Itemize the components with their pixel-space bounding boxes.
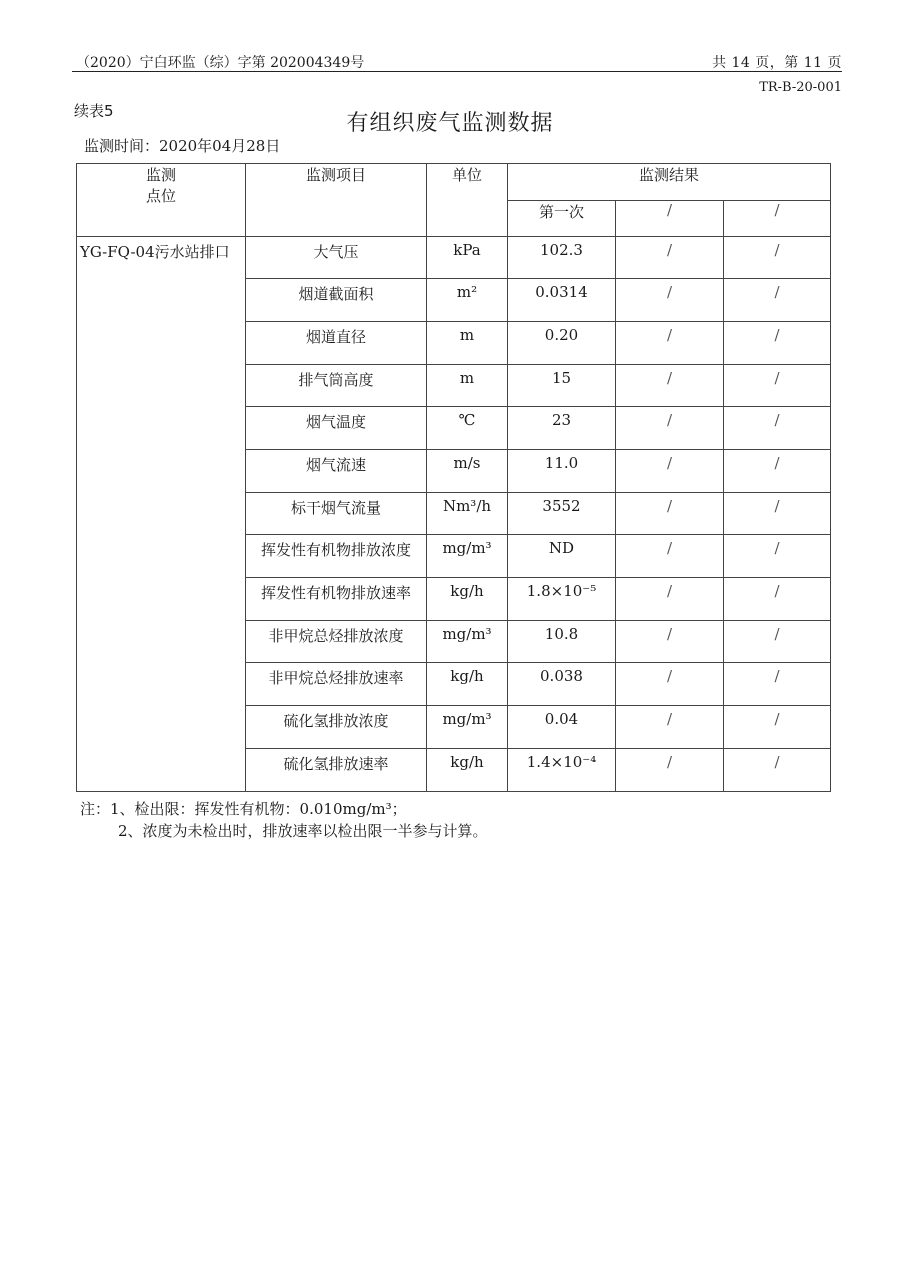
result-2-cell: /	[616, 663, 724, 706]
result-2-cell: /	[616, 365, 724, 407]
result-1-cell: ND	[508, 535, 616, 578]
unit-cell: m	[427, 322, 508, 365]
header-item: 监测项目	[246, 164, 427, 237]
result-3-cell: /	[724, 578, 831, 621]
page-info: 共 14 页，第 11 页	[712, 55, 842, 71]
note-1: 注：1、检出限：挥发性有机物：0.010mg/m³；	[80, 800, 407, 818]
result-1-cell: 11.0	[508, 450, 616, 493]
item-cell: 硫化氢排放浓度	[246, 706, 427, 749]
table-label: 续表5	[74, 102, 114, 120]
header-point-line1: 监测	[145, 166, 176, 184]
result-1-cell: 0.038	[508, 663, 616, 706]
item-cell: 烟气温度	[246, 407, 427, 450]
unit-cell: kg/h	[427, 663, 508, 706]
item-cell: 标干烟气流量	[246, 493, 427, 535]
header-divider	[72, 71, 842, 72]
result-1-cell: 1.8×10⁻⁵	[508, 578, 616, 621]
item-cell: 挥发性有机物排放浓度	[246, 535, 427, 578]
item-cell: 挥发性有机物排放速率	[246, 578, 427, 621]
item-cell: 非甲烷总烃排放速率	[246, 663, 427, 706]
item-cell: 烟道直径	[246, 322, 427, 365]
result-1-cell: 3552	[508, 493, 616, 535]
result-2-cell: /	[616, 493, 724, 535]
report-number: （2020）宁白环监（综）字第 202004349号	[76, 55, 365, 71]
item-cell: 烟气流速	[246, 450, 427, 493]
item-cell: 排气筒高度	[246, 365, 427, 407]
result-1-cell: 10.8	[508, 621, 616, 663]
result-3-cell: /	[724, 535, 831, 578]
result-2-cell: /	[616, 450, 724, 493]
result-1-cell: 23	[508, 407, 616, 450]
unit-cell: kg/h	[427, 749, 508, 792]
result-2-cell: /	[616, 706, 724, 749]
monitoring-date: 监测时间：2020年04月28日	[84, 137, 281, 155]
result-1-cell: 0.20	[508, 322, 616, 365]
unit-cell: ℃	[427, 407, 508, 450]
unit-cell: kPa	[427, 237, 508, 279]
result-3-cell: /	[724, 237, 831, 279]
unit-cell: Nm³/h	[427, 493, 508, 535]
item-cell: 非甲烷总烃排放浓度	[246, 621, 427, 663]
unit-cell: kg/h	[427, 578, 508, 621]
note-2: 2、浓度为未检出时，排放速率以检出限一半参与计算。	[118, 822, 488, 840]
unit-cell: mg/m³	[427, 621, 508, 663]
result-2-cell: /	[616, 407, 724, 450]
unit-cell: m	[427, 365, 508, 407]
header-result-3: /	[724, 201, 831, 237]
result-2-cell: /	[616, 237, 724, 279]
item-cell: 烟道截面积	[246, 279, 427, 322]
unit-cell: mg/m³	[427, 706, 508, 749]
page-title: 有组织废气监测数据	[346, 111, 554, 136]
result-3-cell: /	[724, 621, 831, 663]
result-2-cell: /	[616, 578, 724, 621]
result-1-cell: 0.0314	[508, 279, 616, 322]
result-1-cell: 1.4×10⁻⁴	[508, 749, 616, 792]
result-1-cell: 102.3	[508, 237, 616, 279]
form-code: TR-B-20-001	[759, 80, 842, 95]
result-3-cell: /	[724, 322, 831, 365]
header-point-line2: 点位	[145, 187, 176, 205]
header-result-2: /	[616, 201, 724, 237]
monitoring-data-table	[76, 163, 831, 792]
result-3-cell: /	[724, 450, 831, 493]
header-results: 监测结果	[508, 164, 831, 201]
result-2-cell: /	[616, 535, 724, 578]
result-2-cell: /	[616, 621, 724, 663]
unit-cell: m²	[427, 279, 508, 322]
table-notes	[80, 798, 488, 842]
result-3-cell: /	[724, 706, 831, 749]
result-3-cell: /	[724, 365, 831, 407]
result-3-cell: /	[724, 407, 831, 450]
unit-cell: m/s	[427, 450, 508, 493]
result-1-cell: 0.04	[508, 706, 616, 749]
monitoring-point: YG-FQ-04污水站排口	[77, 237, 246, 792]
header-point	[77, 164, 246, 237]
result-3-cell: /	[724, 279, 831, 322]
result-3-cell: /	[724, 493, 831, 535]
result-3-cell: /	[724, 749, 831, 792]
result-2-cell: /	[616, 279, 724, 322]
header-unit: 单位	[427, 164, 508, 237]
unit-cell: mg/m³	[427, 535, 508, 578]
result-2-cell: /	[616, 749, 724, 792]
table-row	[77, 237, 831, 279]
result-3-cell: /	[724, 663, 831, 706]
result-2-cell: /	[616, 322, 724, 365]
item-cell: 硫化氢排放速率	[246, 749, 427, 792]
result-1-cell: 15	[508, 365, 616, 407]
item-cell: 大气压	[246, 237, 427, 279]
header-result-1: 第一次	[508, 201, 616, 237]
